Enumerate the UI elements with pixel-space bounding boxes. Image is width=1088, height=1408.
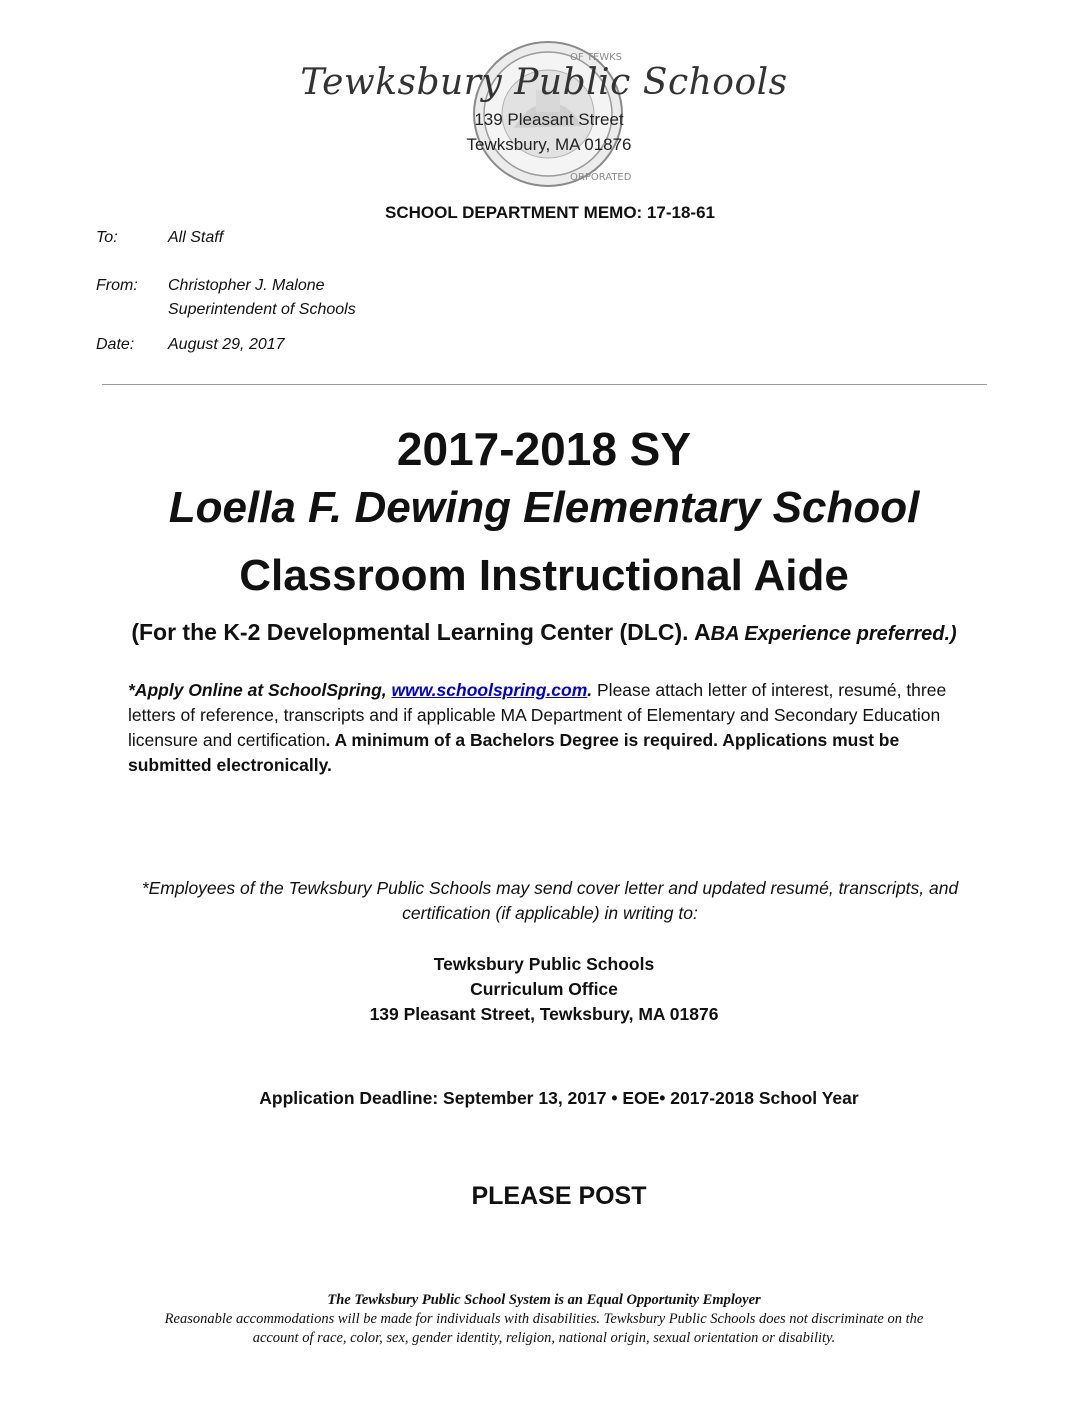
svg-text:OF TEWKS: OF TEWKS (570, 52, 623, 63)
apply-paragraph (128, 678, 968, 778)
apply-requirements: . A minimum of a Bachelors Degree is required. Applications must be submitted electronically. (128, 730, 900, 775)
apply-after-link: . (587, 680, 593, 700)
apply-lead: *Apply Online at SchoolSpring, (128, 680, 392, 700)
posting-subtitle (0, 619, 1088, 646)
footer-accommodations: Reasonable accommodations will be made for individuals with disabilities. Tewksbury Public Schools does not discriminate on the (164, 1311, 924, 1327)
header-divider (102, 384, 987, 385)
from-name: Christopher J. Malone (168, 277, 325, 294)
letterhead-street: 139 Pleasant Street (474, 110, 624, 129)
employees-note-line1: *Employees of the Tewksbury Public Schools may send cover letter and updated resumé, transcripts, and (141, 878, 959, 898)
employees-note-line2: certification (if applicable) in writing to: (402, 903, 698, 923)
letterhead-name: Tewksbury Public Schools (300, 62, 788, 103)
posting-role: Classroom Instructional Aide (239, 551, 849, 600)
mailing-address (0, 952, 1088, 1027)
from-label: From: (96, 277, 138, 294)
schoolspring-link[interactable]: www.schoolspring.com (391, 680, 588, 700)
posting-subtitle-plain: (For the K-2 Developmental Learning Center (DLC). A (131, 619, 711, 645)
to-label: To: (96, 229, 118, 246)
letterhead-city: Tewksbury, MA 01876 (466, 135, 632, 154)
footer-nondiscrimination: account of race, color, sex, gender identity, religion, national origin, sexual orientation or disability. (252, 1330, 836, 1346)
posting-school: Loella F. Dewing Elementary School (168, 483, 920, 532)
posting-subtitle-italic: BA Experience preferred.) (710, 623, 957, 645)
date-value: August 29, 2017 (168, 336, 285, 353)
apply-body: Please attach letter of interest, resumé, three letters of reference, transcripts and if applicable MA Department of Elementary and Secondary Education licensure and certification (128, 680, 947, 750)
to-value: All Staff (168, 229, 224, 246)
memo-title: SCHOOL DEPARTMENT MEMO: 17-18-61 (385, 203, 715, 222)
footer-eoe: The Tewksbury Public School System is an Equal Opportunity Employer (327, 1292, 761, 1308)
from-title: Superintendent of Schools (168, 301, 356, 318)
svg-text:ORPORATED: ORPORATED (570, 172, 632, 183)
mailing-address-line3: 139 Pleasant Street, Tewksbury, MA 01876 (369, 1004, 719, 1024)
please-post: PLEASE POST (471, 1182, 647, 1210)
application-deadline: Application Deadline: September 13, 2017 • EOE• 2017-2018 School Year (259, 1088, 859, 1108)
employees-note (110, 876, 990, 926)
mailing-address-line2: Curriculum Office (470, 979, 618, 999)
date-label: Date: (96, 336, 135, 353)
posting-year: 2017-2018 SY (396, 423, 692, 475)
mailing-address-line1: Tewksbury Public Schools (433, 954, 655, 974)
